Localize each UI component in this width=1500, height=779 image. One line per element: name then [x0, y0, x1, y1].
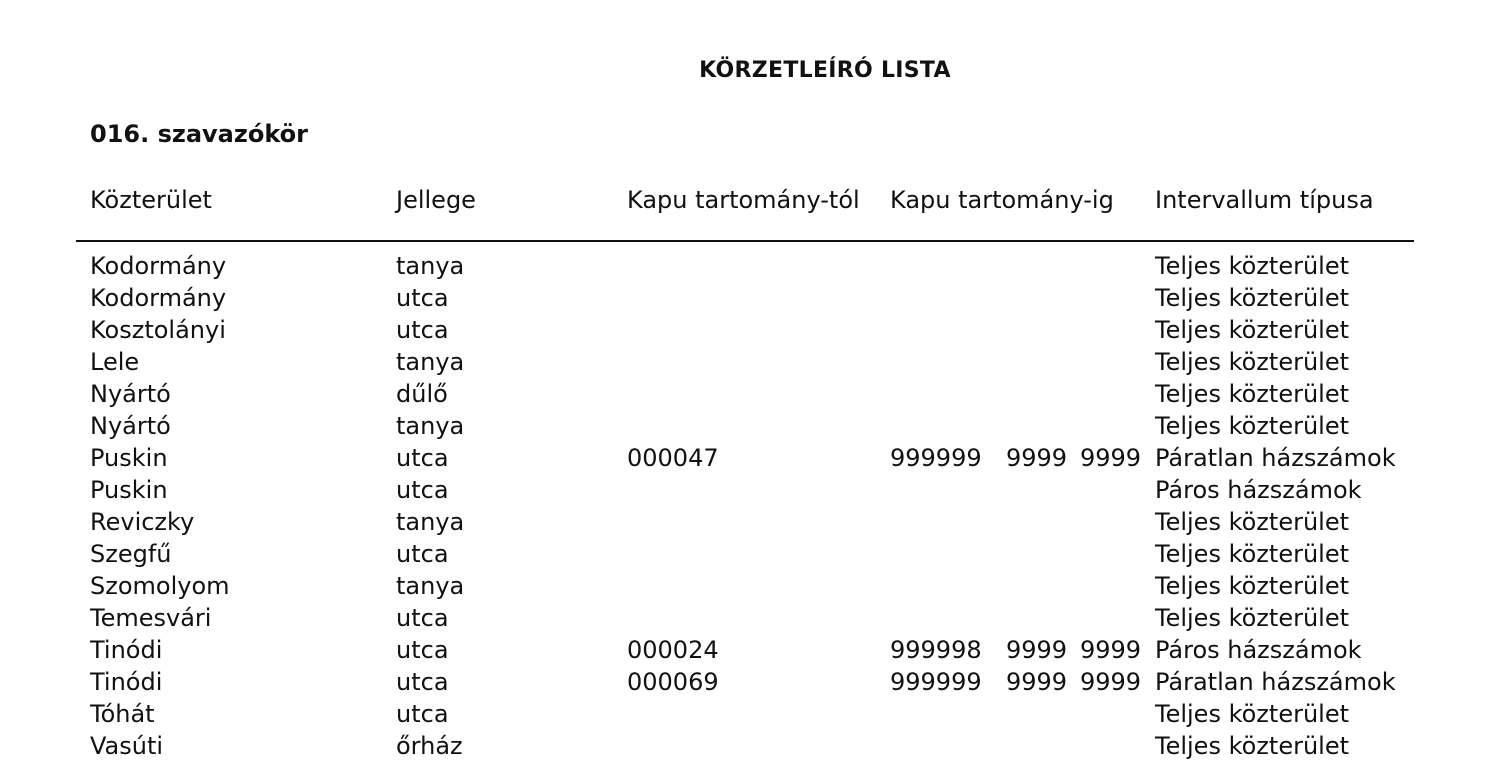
cell-jellege: utca [396, 668, 449, 696]
cell-kapu-ig-2: 9999 [1006, 668, 1068, 696]
cell-kozterulet: Tinódi [90, 636, 163, 664]
cell-intervallum: Teljes közterület [1155, 284, 1350, 312]
table-row [0, 602, 1500, 634]
cell-intervallum: Teljes közterület [1155, 604, 1350, 632]
cell-kapu-ig-3: 9999 [1080, 668, 1142, 696]
cell-jellege: utca [396, 284, 449, 312]
cell-kozterulet: Tóhát [90, 700, 155, 728]
cell-kozterulet: Kodormány [90, 284, 227, 312]
cell-kozterulet: Nyártó [90, 380, 171, 408]
cell-jellege: dűlő [396, 380, 448, 408]
table-row [0, 634, 1500, 666]
cell-kapu-ig: 999998 [890, 636, 982, 664]
cell-kapu-ig: 999999 [890, 444, 982, 472]
cell-jellege: tanya [396, 572, 465, 600]
column-header-kozterulet: Közterület [90, 186, 212, 214]
cell-intervallum: Páratlan házszámok [1155, 668, 1396, 696]
cell-kozterulet: Lele [90, 348, 140, 376]
cell-intervallum: Teljes közterület [1155, 412, 1350, 440]
header-divider [76, 240, 1414, 242]
table-row [0, 730, 1500, 762]
table-row [0, 570, 1500, 602]
cell-kozterulet: Kodormány [90, 252, 227, 280]
cell-intervallum: Teljes közterület [1155, 540, 1350, 568]
cell-intervallum: Teljes közterület [1155, 508, 1350, 536]
table-row [0, 442, 1500, 474]
table-row [0, 378, 1500, 410]
cell-kozterulet: Temesvári [90, 604, 212, 632]
cell-kozterulet: Szomolyom [90, 572, 230, 600]
page-title: KÖRZETLEÍRÓ LISTA [699, 58, 951, 83]
cell-intervallum: Teljes közterület [1155, 316, 1350, 344]
cell-jellege: tanya [396, 252, 465, 280]
cell-kozterulet: Vasúti [90, 732, 164, 760]
cell-intervallum: Teljes közterület [1155, 700, 1350, 728]
column-header-kapu-tol: Kapu tartomány-tól [627, 186, 860, 214]
cell-intervallum: Páros házszámok [1155, 636, 1362, 664]
table-row [0, 410, 1500, 442]
cell-kozterulet: Puskin [90, 444, 168, 472]
cell-kapu-tol: 000069 [627, 668, 719, 696]
cell-jellege: tanya [396, 508, 465, 536]
table-row [0, 698, 1500, 730]
cell-kapu-ig: 999999 [890, 668, 982, 696]
table-row [0, 282, 1500, 314]
cell-kapu-tol: 000024 [627, 636, 719, 664]
cell-jellege: utca [396, 604, 449, 632]
table-row [0, 506, 1500, 538]
table-row [0, 346, 1500, 378]
cell-intervallum: Teljes közterület [1155, 252, 1350, 280]
table-row [0, 538, 1500, 570]
cell-jellege: utca [396, 700, 449, 728]
column-header-kapu-ig: Kapu tartomány-ig [890, 186, 1114, 214]
cell-kozterulet: Kosztolányi [90, 316, 226, 344]
table-row [0, 250, 1500, 282]
cell-kapu-ig-3: 9999 [1080, 636, 1142, 664]
cell-kapu-ig-3: 9999 [1080, 444, 1142, 472]
cell-intervallum: Teljes közterület [1155, 732, 1350, 760]
cell-kozterulet: Nyártó [90, 412, 171, 440]
cell-jellege: utca [396, 540, 449, 568]
cell-intervallum: Teljes közterület [1155, 380, 1350, 408]
table-row [0, 666, 1500, 698]
cell-intervallum: Páros házszámok [1155, 476, 1362, 504]
column-header-intervallum: Intervallum típusa [1155, 186, 1374, 214]
table-row [0, 314, 1500, 346]
cell-jellege: utca [396, 636, 449, 664]
section-title: 016. szavazókör [90, 120, 308, 148]
cell-jellege: tanya [396, 348, 465, 376]
cell-kapu-ig-2: 9999 [1006, 444, 1068, 472]
cell-intervallum: Teljes közterület [1155, 348, 1350, 376]
cell-kozterulet: Szegfű [90, 540, 172, 568]
table-row [0, 474, 1500, 506]
cell-intervallum: Páratlan házszámok [1155, 444, 1396, 472]
column-header-jellege: Jellege [396, 186, 476, 214]
cell-jellege: utca [396, 476, 449, 504]
cell-kozterulet: Reviczky [90, 508, 195, 536]
cell-kozterulet: Puskin [90, 476, 168, 504]
cell-jellege: utca [396, 316, 449, 344]
cell-kapu-tol: 000047 [627, 444, 719, 472]
cell-jellege: őrház [396, 732, 463, 760]
cell-jellege: utca [396, 444, 449, 472]
cell-kozterulet: Tinódi [90, 668, 163, 696]
cell-intervallum: Teljes közterület [1155, 572, 1350, 600]
cell-jellege: tanya [396, 412, 465, 440]
table-body [0, 250, 1500, 762]
cell-kapu-ig-2: 9999 [1006, 636, 1068, 664]
